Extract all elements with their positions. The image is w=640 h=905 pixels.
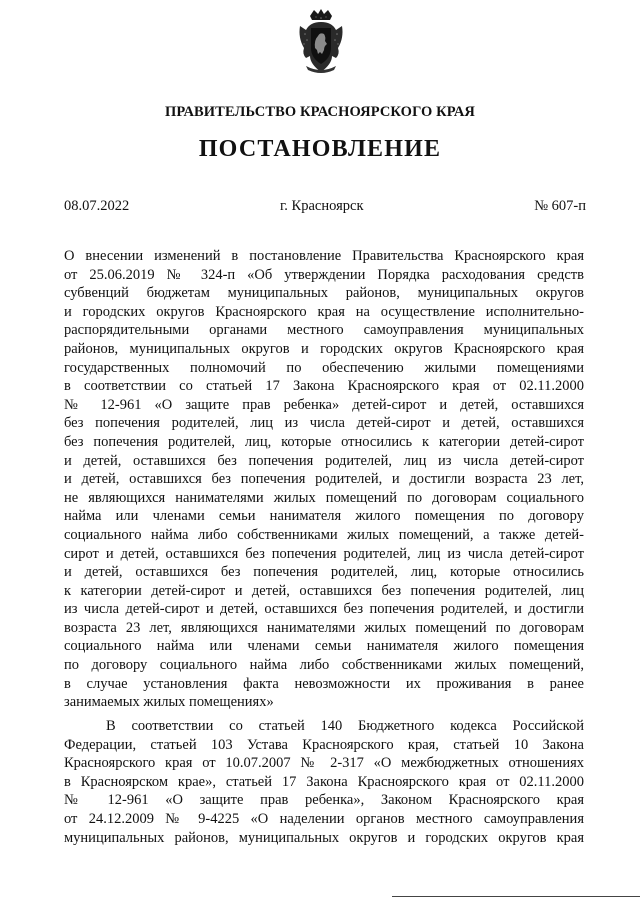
subject-line: и детей, оставшихся без попечения родителей, лиц из числа детей-сирот [64, 452, 584, 469]
document-meta-row [64, 198, 586, 218]
subject-line: субвенций бюджетам муниципальных районов, муниципальных округов [64, 285, 584, 302]
subject-line: государственных полномочий по обеспечению жилыми помещениями [64, 359, 584, 376]
body-line: № 12-961 «О защите прав ребенка», Законом Красноярского края [64, 792, 584, 809]
body-line: Красноярского края от 10.07.2007 № 2-317 «О межбюджетных отношениях [64, 755, 584, 772]
subject-line: найма или членами семьи нанимателя жилого помещения по договору [64, 508, 584, 525]
subject-line: О внесении изменений в постановление Правительства Красноярского края [64, 248, 584, 264]
subject-line: занимаемых жилых помещениях» [64, 694, 274, 711]
subject-line: в соответствии со статьей 17 Закона Красноярского края от 02.11.2000 [64, 378, 584, 395]
subject-line: из числа детей-сирот и детей, оставшихся без попечения родителей, и достигли [64, 601, 584, 618]
page-divider [392, 896, 640, 897]
subject-line: и детей, оставшихся без попечения родителей, лиц, которые относились [64, 564, 584, 581]
document-date: 08.07.2022 [64, 198, 130, 214]
subject-line: в случае установления факта невозможности их проживания в ранее [64, 675, 584, 692]
document-body [64, 717, 584, 847]
body-line: Федерации, статьей 103 Устава Красноярского края, статьей 10 Закона [64, 736, 584, 753]
subject-line: № 12-961 «О защите прав ребенка» детей-сирот и детей, оставшихся [64, 396, 584, 413]
subject-line: сирот и детей, оставшихся без попечения родителей, лиц из числа детей-сирот [64, 545, 584, 562]
body-line: муниципальных районов, муниципальных округов и городских округов края [64, 829, 584, 846]
subject-line: без попечения родителей, лиц, которые относились к категории детей-сирот [64, 433, 584, 450]
subject-line: по договору социального найма либо собственниками жилых помещений, [64, 657, 584, 674]
body-line: в Красноярском крае», статьей 17 Закона Красноярского края от 02.11.2000 [64, 773, 584, 790]
subject-line: от 25.06.2019 № 324-п «Об утверждении Порядка расходования средств [64, 266, 584, 283]
subject-line: социального найма либо собственниками жилых помещений, а также детей- [64, 526, 584, 543]
subject-line: и детей, оставшихся без попечения родителей, и достигли возраста 23 лет, [64, 471, 584, 488]
subject-line: возраста 23 лет, являющихся нанимателями жилых помещений по договорам [64, 619, 584, 636]
subject-line: и городских округов Красноярского края на осуществление исполнительно- [64, 303, 584, 320]
subject-line: без попечения родителей, лиц из числа детей-сирот и детей, оставшихся [64, 415, 584, 432]
coat-of-arms-icon [296, 8, 346, 74]
document-number: № 607-п [534, 198, 586, 214]
subject-line: не являющихся нанимателями жилых помещений по договорам социального [64, 489, 584, 506]
body-line: В соответствии со статьей 140 Бюджетного кодекса Российской [106, 718, 584, 734]
subject-line: районов, муниципальных округов и городских округов Красноярского края [64, 340, 584, 357]
subject-line: социального найма или членами семьи нанимателя жилого помещения [64, 638, 584, 655]
organization-title: ПРАВИТЕЛЬСТВО КРАСНОЯРСКОГО КРАЯ [164, 104, 475, 120]
document-subject [64, 247, 584, 712]
subject-line: к категории детей-сирот и детей, оставшихся без попечения родителей, лиц [64, 582, 584, 599]
subject-line: распорядительными органами местного самоуправления муниципальных [64, 322, 584, 339]
document-city: г. Красноярск [280, 198, 364, 214]
body-line: от 24.12.2009 № 9-4225 «О наделении органов местного самоуправления [64, 810, 584, 827]
document-type-heading: ПОСТАНОВЛЕНИЕ [198, 136, 442, 162]
